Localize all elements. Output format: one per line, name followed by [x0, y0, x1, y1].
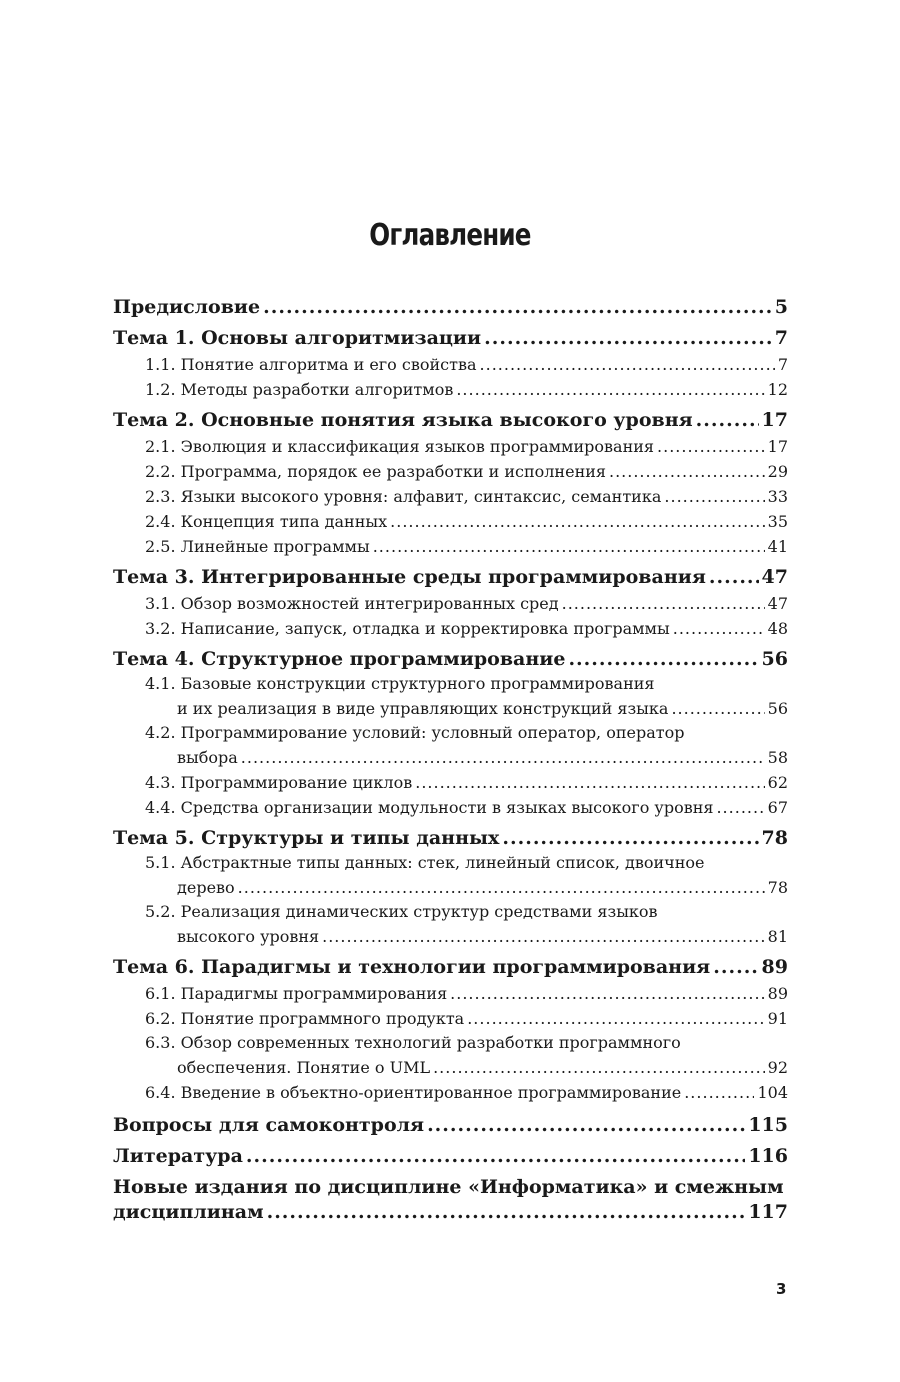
page-title: Оглавление	[369, 218, 531, 253]
toc-entry-page: 89	[761, 956, 788, 978]
toc-entry-4-3[interactable]	[113, 770, 788, 795]
toc-entry-page: 116	[748, 1145, 788, 1167]
toc-leader-dots	[241, 745, 765, 770]
toc-leader-dots	[657, 434, 765, 459]
toc-entry-page: 67	[767, 798, 788, 817]
toc-entry-2-2[interactable]	[113, 459, 788, 484]
toc-entry-new-editions[interactable]	[113, 1200, 788, 1225]
toc-entry-page: 115	[748, 1114, 788, 1136]
toc-entry-4-2[interactable]	[113, 745, 788, 770]
toc-entry-topic-6[interactable]	[113, 955, 788, 980]
toc-entry-title: 6.4. Введение в объектно-ориентированное программирование	[145, 1083, 682, 1102]
page-number: 3	[776, 1280, 787, 1298]
toc-entry-topic-4[interactable]	[113, 647, 788, 672]
toc-entry-page: 62	[767, 773, 788, 792]
toc-leader-dots	[450, 981, 764, 1006]
toc-entry-page: 5	[774, 296, 788, 318]
toc-entry-title: Тема 3. Интегрированные среды программирования	[113, 566, 706, 588]
toc-leader-dots	[427, 1113, 745, 1138]
toc-entry-title: 2.2. Программа, порядок ее разработки и исполнения	[145, 462, 606, 481]
toc-entry-title: высокого уровня	[177, 927, 320, 946]
toc-leader-dots	[480, 352, 775, 377]
toc-entry-title: Литература	[113, 1145, 243, 1167]
toc-entry-5-1-line-1: 5.1. Абстрактные типы данных: стек, линейный список, двоичное	[145, 853, 705, 872]
toc-leader-dots	[238, 875, 765, 900]
toc-entry-page: 91	[767, 1009, 788, 1028]
toc-entry-title: 2.5. Линейные программы	[145, 537, 370, 556]
toc-entry-preface[interactable]	[113, 295, 788, 320]
toc-entry-title: 4.4. Средства организации модульности в языках высокого уровня	[145, 798, 714, 817]
toc-entry-5-1[interactable]	[113, 875, 788, 900]
toc-entry-4-4[interactable]	[113, 795, 788, 820]
toc-entry-page: 81	[767, 927, 788, 946]
toc-leader-dots	[609, 459, 765, 484]
toc-entry-topic-3[interactable]	[113, 565, 788, 590]
toc-leader-dots	[673, 616, 765, 641]
toc-entry-topic-1[interactable]	[113, 326, 788, 351]
toc-entry-6-3-line-1: 6.3. Обзор современных технологий разработки программного	[145, 1033, 681, 1052]
toc-entry-6-2[interactable]	[113, 1006, 788, 1031]
toc-leader-dots	[562, 591, 765, 616]
table-of-contents	[113, 295, 788, 1225]
toc-entry-title: Тема 4. Структурное программирование	[113, 648, 566, 670]
toc-entry-page: 12	[767, 380, 788, 399]
toc-entry-page: 78	[767, 878, 788, 897]
toc-entry-title: Тема 6. Парадигмы и технологии программирования	[113, 956, 711, 978]
toc-entry-6-1[interactable]	[113, 981, 788, 1006]
toc-leader-dots	[713, 955, 758, 980]
toc-entry-new-editions-line-1: Новые издания по дисциплине «Информатика» и смежным	[113, 1176, 784, 1198]
toc-entry-page: 117	[748, 1201, 788, 1223]
toc-entry-title: 1.1. Понятие алгоритма и его свойства	[145, 355, 477, 374]
toc-leader-dots	[456, 377, 764, 402]
toc-entry-title: и их реализация в виде управляющих конструкций языка	[177, 699, 669, 718]
toc-leader-dots	[484, 326, 772, 351]
toc-leader-dots	[263, 295, 772, 320]
toc-entry-3-1[interactable]	[113, 591, 788, 616]
toc-entry-page: 47	[761, 566, 788, 588]
toc-entry-title: Тема 5. Структуры и типы данных	[113, 827, 500, 849]
toc-entry-title: 1.2. Методы разработки алгоритмов	[145, 380, 454, 399]
toc-leader-dots	[671, 696, 764, 721]
toc-leader-dots	[709, 565, 759, 590]
toc-entry-1-1[interactable]	[113, 352, 788, 377]
toc-entry-title: 2.1. Эволюция и классификация языков программирования	[145, 437, 655, 456]
toc-entry-2-3[interactable]	[113, 484, 788, 509]
toc-leader-dots	[322, 924, 765, 949]
toc-leader-dots	[664, 484, 764, 509]
toc-entry-4-2-line-1: 4.2. Программирование условий: условный оператор, оператор	[145, 723, 685, 742]
toc-entry-2-5[interactable]	[113, 534, 788, 559]
toc-entry-page: 89	[767, 984, 788, 1003]
toc-entry-page: 17	[761, 409, 788, 431]
toc-entry-3-2[interactable]	[113, 616, 788, 641]
toc-entry-page: 33	[767, 487, 788, 506]
toc-leader-dots	[373, 534, 765, 559]
toc-entry-page: 56	[767, 699, 788, 718]
toc-entry-page: 47	[767, 594, 788, 613]
toc-leader-dots	[684, 1080, 754, 1105]
toc-entry-5-2[interactable]	[113, 924, 788, 949]
toc-entry-title: дисциплинам	[113, 1201, 264, 1223]
toc-entry-page: 17	[767, 437, 788, 456]
toc-entry-questions[interactable]	[113, 1113, 788, 1138]
toc-entry-literature[interactable]	[113, 1144, 788, 1169]
toc-leader-dots	[696, 408, 759, 433]
toc-entry-page: 92	[767, 1058, 788, 1077]
toc-leader-dots	[568, 647, 758, 672]
toc-entry-page: 56	[761, 648, 788, 670]
toc-entry-1-2[interactable]	[113, 377, 788, 402]
toc-entry-page: 48	[767, 619, 788, 638]
toc-entry-title: 2.3. Языки высокого уровня: алфавит, синтаксис, семантика	[145, 487, 662, 506]
toc-entry-title: 4.3. Программирование циклов	[145, 773, 413, 792]
toc-entry-title: обеспечения. Понятие о UML	[177, 1058, 431, 1077]
toc-leader-dots	[415, 770, 764, 795]
toc-entry-title: выбора	[177, 748, 238, 767]
toc-entry-topic-2[interactable]	[113, 408, 788, 433]
toc-entry-page: 35	[767, 512, 788, 531]
toc-entry-4-1-line-1: 4.1. Базовые конструкции структурного программирования	[145, 674, 655, 693]
toc-leader-dots	[246, 1144, 745, 1169]
toc-entry-2-1[interactable]	[113, 434, 788, 459]
toc-entry-6-4[interactable]	[113, 1080, 788, 1105]
toc-leader-dots	[433, 1055, 765, 1080]
toc-leader-dots	[390, 509, 765, 534]
toc-entry-page: 7	[774, 327, 788, 349]
toc-entry-title: 2.4. Концепция типа данных	[145, 512, 388, 531]
toc-leader-dots	[267, 1200, 746, 1225]
toc-entry-4-1[interactable]	[113, 696, 788, 721]
toc-entry-5-2-line-1: 5.2. Реализация динамических структур средствами языков	[145, 902, 658, 921]
toc-entry-title: Вопросы для самоконтроля	[113, 1114, 425, 1136]
toc-entry-title: Предисловие	[113, 296, 261, 318]
toc-leader-dots	[467, 1006, 764, 1031]
toc-entry-topic-5[interactable]	[113, 826, 788, 851]
toc-entry-page: 58	[767, 748, 788, 767]
toc-entry-page: 29	[767, 462, 788, 481]
toc-entry-title: 3.2. Написание, запуск, отладка и корректировка программы	[145, 619, 670, 638]
toc-entry-title: 3.1. Обзор возможностей интегрированных сред	[145, 594, 559, 613]
toc-entry-title: дерево	[177, 878, 235, 897]
toc-entry-title: 6.2. Понятие программного продукта	[145, 1009, 465, 1028]
toc-entry-title: 6.1. Парадигмы программирования	[145, 984, 448, 1003]
toc-leader-dots	[502, 826, 758, 851]
toc-leader-dots	[716, 795, 764, 820]
toc-entry-page: 78	[761, 827, 788, 849]
toc-entry-page: 104	[757, 1083, 788, 1102]
toc-entry-title: Тема 1. Основы алгоритмизации	[113, 327, 482, 349]
toc-entry-page: 41	[767, 537, 788, 556]
toc-entry-title: Тема 2. Основные понятия языка высокого уровня	[113, 409, 693, 431]
toc-entry-2-4[interactable]	[113, 509, 788, 534]
toc-entry-6-3[interactable]	[113, 1055, 788, 1080]
toc-entry-page: 7	[777, 355, 788, 374]
